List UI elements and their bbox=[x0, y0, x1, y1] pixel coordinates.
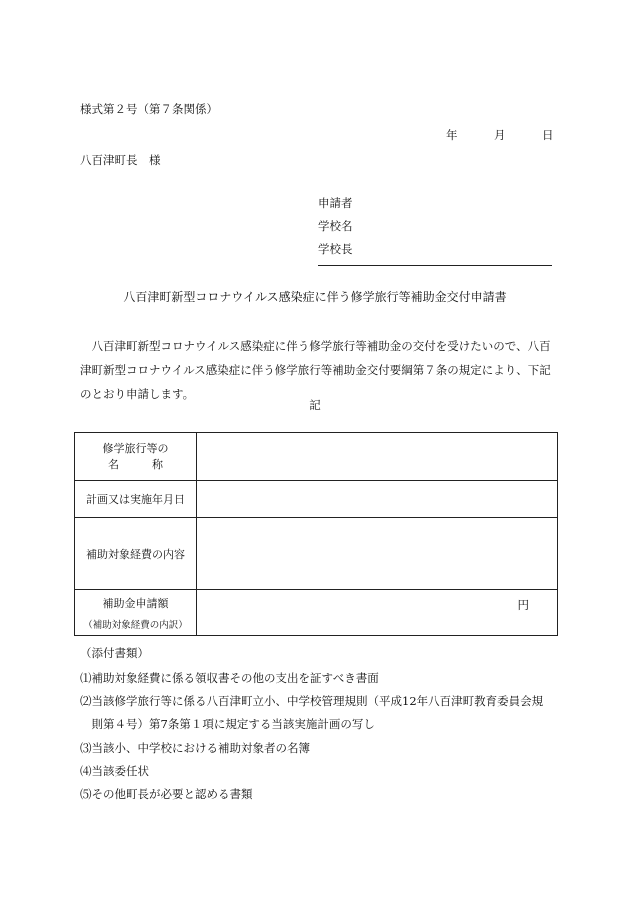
trip-name-label-cell bbox=[75, 433, 197, 481]
date-month: 月 bbox=[494, 128, 506, 142]
date-year: 年 bbox=[446, 128, 458, 142]
table-row bbox=[75, 590, 558, 636]
body-paragraph: 八百津町新型コロナウイルス感染症に伴う修学旅行等補助金の交付を受けたいので、八百津町新型コロナウイルス感染症に伴う修学旅行等補助金交付要綱第７条の規定により、下記のとおり申請します。 bbox=[80, 339, 551, 401]
principal-label: 学校長 bbox=[318, 242, 552, 266]
application-table bbox=[74, 432, 558, 636]
attachment-item: 則第４号）第7条第１項に規定する当該実施計画の写し bbox=[80, 717, 375, 731]
expense-content-value-cell[interactable] bbox=[197, 518, 558, 590]
amount-breakdown-note: （補助対象経費の内訳） bbox=[83, 619, 188, 631]
expense-content-label-cell: 補助対象経費の内容 bbox=[75, 518, 197, 590]
attachment-item: ⑸その他町長が必要と認める書類 bbox=[80, 787, 253, 801]
date-label-cell: 計画又は実施年月日 bbox=[75, 481, 197, 518]
applicant-label: 申請者 bbox=[318, 196, 353, 210]
trip-name-value-cell[interactable] bbox=[197, 433, 558, 481]
attachment-item: ⑴補助対象経費に係る領収書その他の支出を証すべき書面 bbox=[80, 671, 379, 685]
ki-marker: 記 bbox=[309, 398, 321, 412]
date-value-cell[interactable] bbox=[197, 481, 558, 518]
attachment-item: ⑶当該小、中学校における補助対象者の名簿 bbox=[80, 741, 310, 755]
table-row bbox=[75, 518, 558, 590]
addressee: 八百津町長 様 bbox=[80, 153, 161, 167]
applicant-block bbox=[318, 196, 552, 266]
trip-name-label-line2: 名 称 bbox=[108, 457, 163, 471]
date-line bbox=[446, 127, 554, 143]
amount-label-cell bbox=[75, 590, 197, 636]
amount-value-cell[interactable] bbox=[197, 590, 558, 636]
document-title: 八百津町新型コロナウイルス感染症に伴う修学旅行等補助金交付申請書 bbox=[123, 290, 507, 304]
attachment-item: ⑷当該委任状 bbox=[80, 764, 149, 778]
form-number: 様式第２号（第７条関係） bbox=[80, 102, 218, 116]
yen-unit: 円 bbox=[517, 598, 529, 612]
amount-label: 補助金申請額 bbox=[102, 596, 169, 610]
school-name-label: 学校名 bbox=[318, 219, 353, 233]
trip-name-label-line1: 修学旅行等の bbox=[102, 441, 169, 455]
attachments-heading: （添付書類） bbox=[80, 646, 149, 660]
attachment-item: ⑵当該修学旅行等に係る八百津町立小、中学校管理規則（平成12年八百津町教育委員会規 bbox=[80, 694, 544, 708]
table-row bbox=[75, 481, 558, 518]
table-row bbox=[75, 433, 558, 481]
date-day: 日 bbox=[542, 128, 554, 142]
